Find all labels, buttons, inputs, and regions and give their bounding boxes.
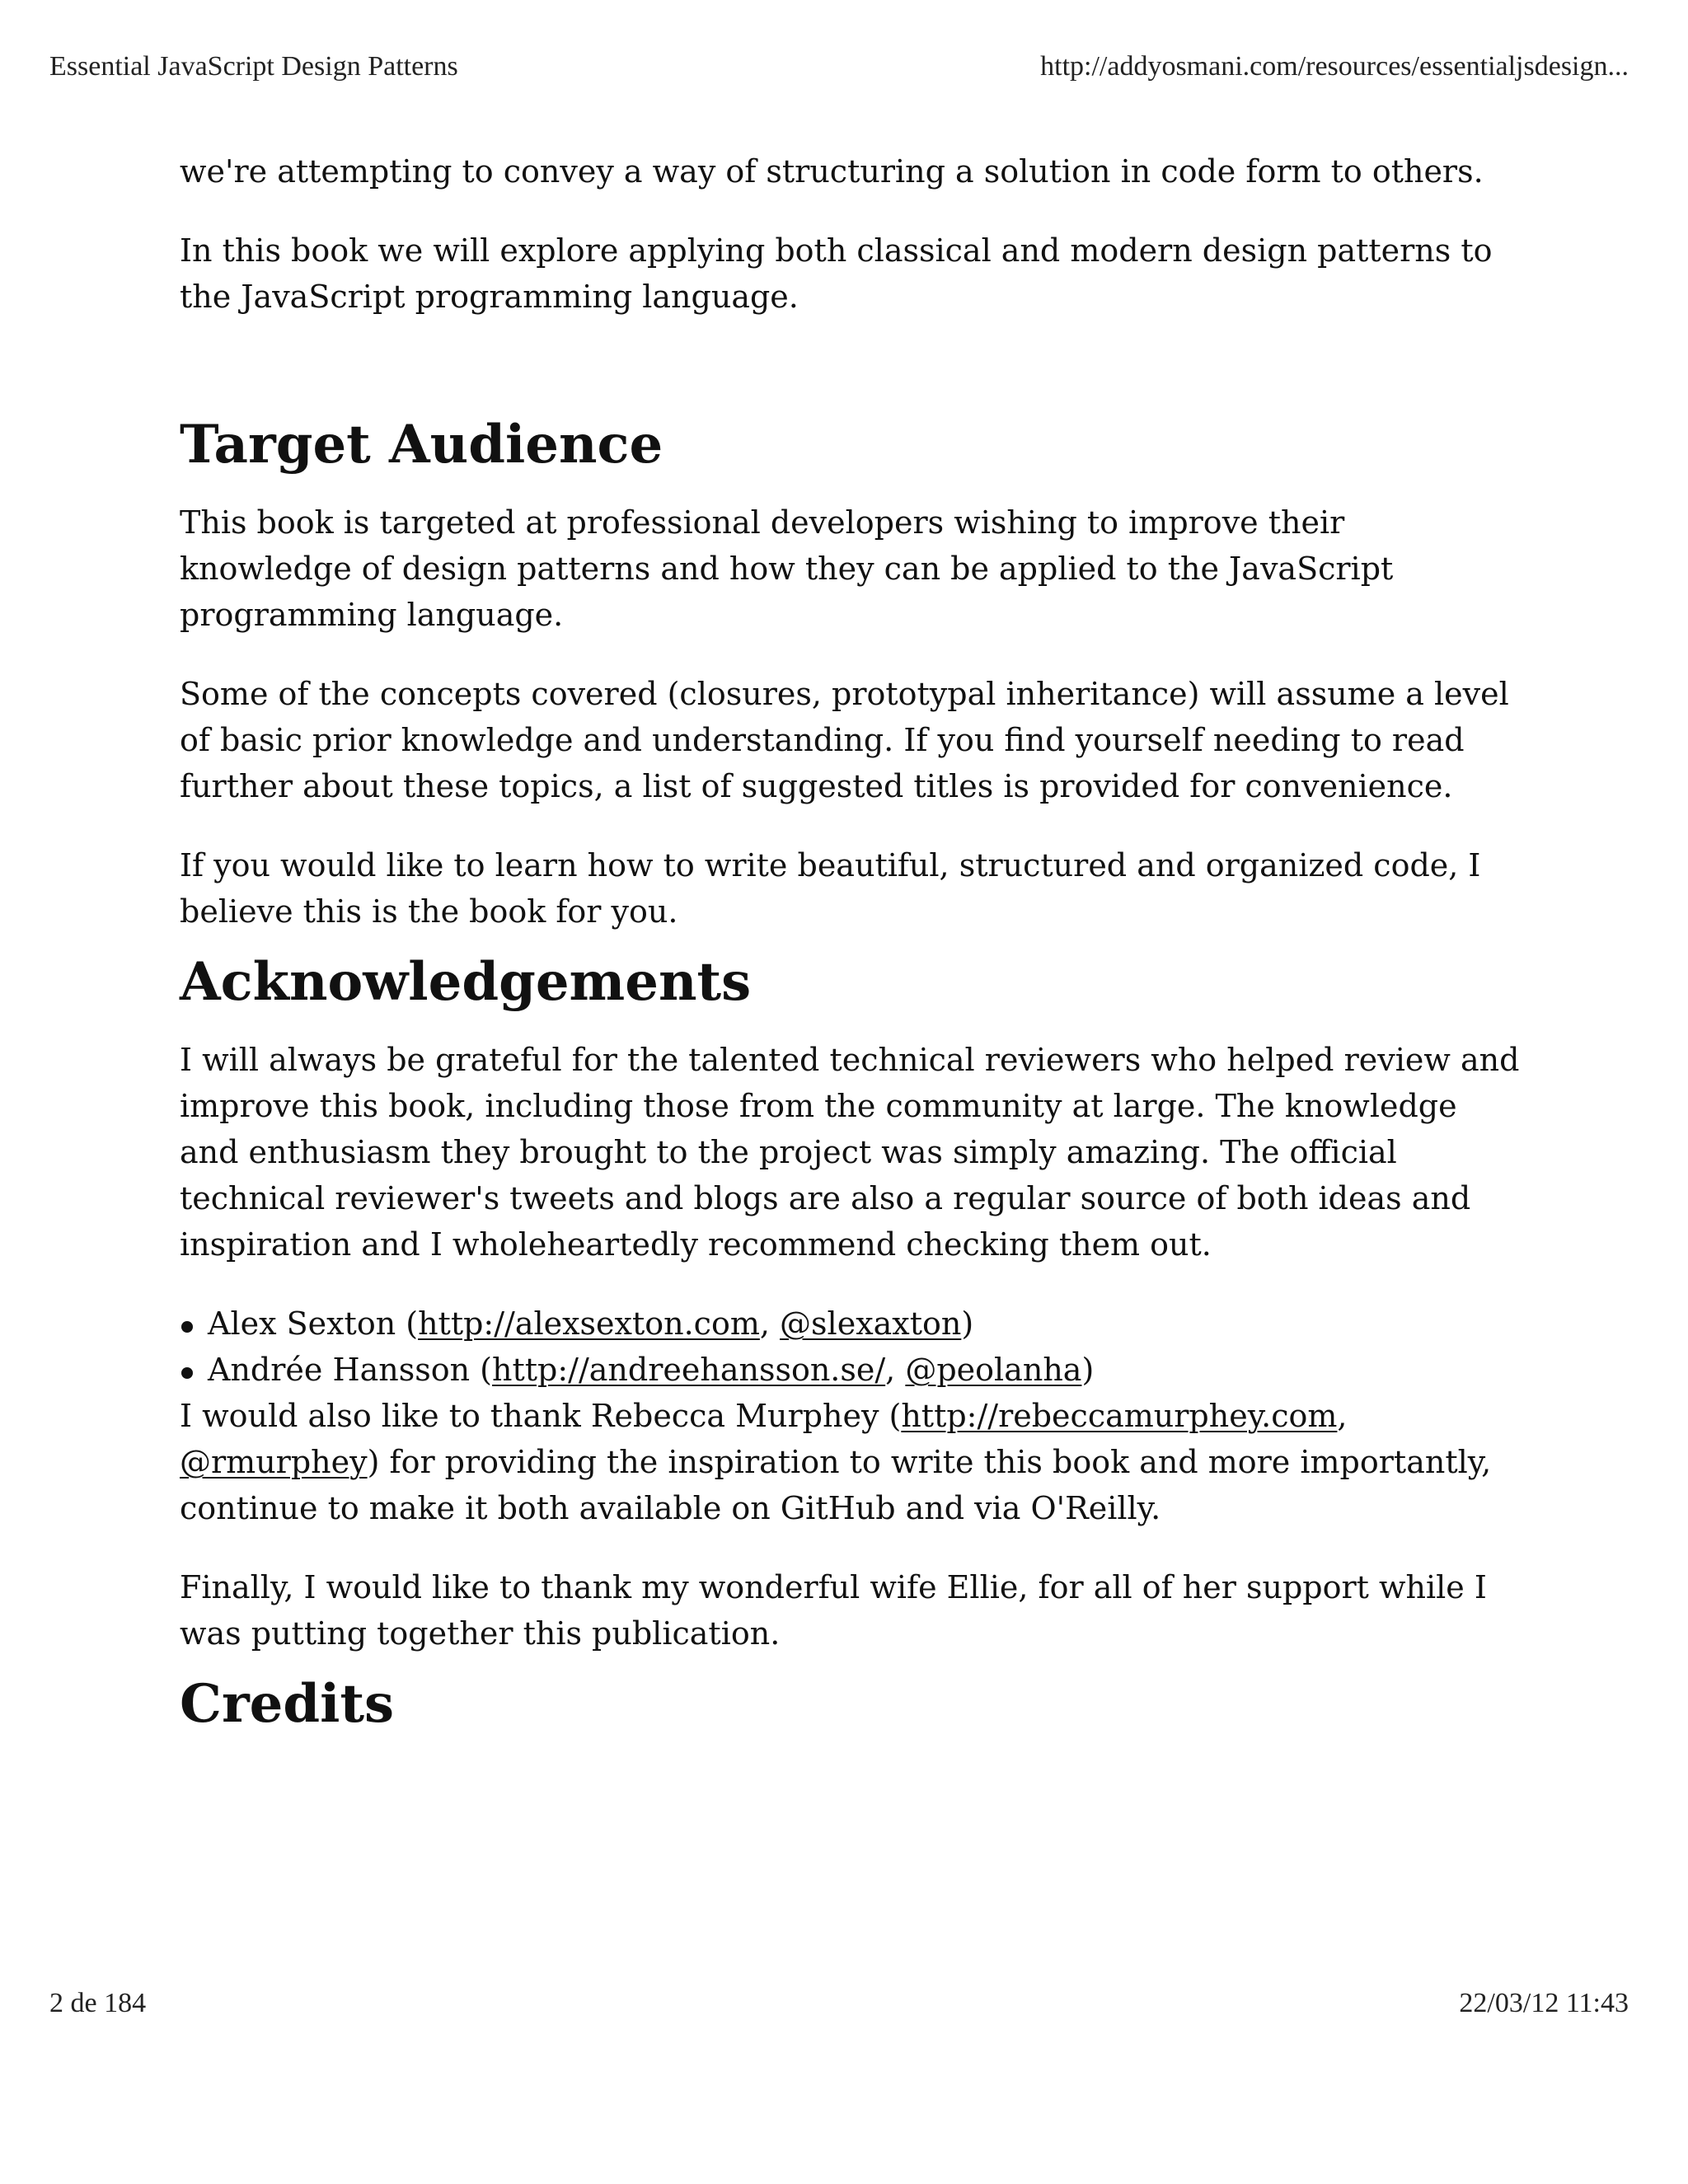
closing-paren: ) <box>1081 1352 1095 1388</box>
reviewer-name: Andrée Hansson ( <box>208 1352 492 1388</box>
reviewer-site-link[interactable]: http://alexsexton.com <box>418 1305 760 1342</box>
reviewer-list <box>180 1301 1523 1393</box>
reviewer-site-link[interactable]: http://andreehansson.se/ <box>492 1352 886 1388</box>
section-spacer <box>180 353 1523 412</box>
acknowledgements-paragraph-1: I will always be grateful for the talented technical reviewers who helped review and improve this book, including those from the community at large. The knowledge and enthusiasm they brought to the project was simply amazing. The official technical reviewer's tweets and blogs are also a regular source of both ideas and inspiration and I wholeheartedly recommend checking them out. <box>180 1042 1520 1263</box>
target-audience-paragraph-3: If you would like to learn how to write beautiful, structured and organized code, I believe this is the book for you. <box>180 847 1481 930</box>
thanks-text-before: I would also like to thank Rebecca Murphey ( <box>180 1398 902 1434</box>
closing-paren: ) <box>961 1305 974 1342</box>
document-url: http://addyosmani.com/resources/essentialjsdesign... <box>1040 51 1629 82</box>
separator: , <box>885 1352 906 1388</box>
list-item <box>180 1347 1523 1393</box>
document-title: Essential JavaScript Design Patterns <box>49 51 458 82</box>
separator: , <box>1337 1398 1348 1434</box>
acknowledgements-final-paragraph: Finally, I would like to thank my wonderful wife Ellie, for all of her support while I was putting together this publication. <box>180 1569 1487 1652</box>
print-footer <box>49 1988 1629 2019</box>
intro-paragraph-1: we're attempting to convey a way of structuring a solution in code form to others. <box>180 153 1484 190</box>
murphey-twitter-link[interactable]: @rmurphey <box>180 1444 368 1480</box>
thanks-text-after: ) for providing the inspiration to write this book and more importantly, continue to make it both available on GitHub and via O'Reilly. <box>180 1444 1492 1526</box>
separator: , <box>759 1305 781 1342</box>
heading-target-audience: Target Audience <box>180 414 663 476</box>
intro-paragraph-2: In this book we will explore applying both classical and modern design patterns to the JavaScript programming language. <box>180 232 1493 315</box>
target-audience-paragraph-2: Some of the concepts covered (closures, prototypal inheritance) will assume a level of basic prior knowledge and understanding. If you find yourself needing to read further about these topics, a list of suggested titles is provided for convenience. <box>180 676 1509 804</box>
reviewer-twitter-link[interactable]: @slexaxton <box>780 1305 962 1342</box>
heading-credits: Credits <box>180 1673 395 1735</box>
print-header <box>49 51 1629 82</box>
murphey-site-link[interactable]: http://rebeccamurphey.com <box>901 1398 1338 1434</box>
target-audience-paragraph-1: This book is targeted at professional developers wishing to improve their knowledge of design patterns and how they can be applied to the JavaScript programming language. <box>180 504 1394 633</box>
reviewer-name: Alex Sexton ( <box>208 1305 419 1342</box>
page-number: 2 de 184 <box>49 1988 147 2018</box>
reviewer-twitter-link[interactable]: @peolanha <box>905 1352 1082 1388</box>
page-content <box>180 148 1523 1759</box>
print-timestamp: 22/03/12 11:43 <box>1459 1988 1629 2018</box>
list-item <box>180 1301 1523 1347</box>
heading-acknowledgements: Acknowledgements <box>180 951 752 1013</box>
thanks-paragraph <box>180 1393 1523 1531</box>
